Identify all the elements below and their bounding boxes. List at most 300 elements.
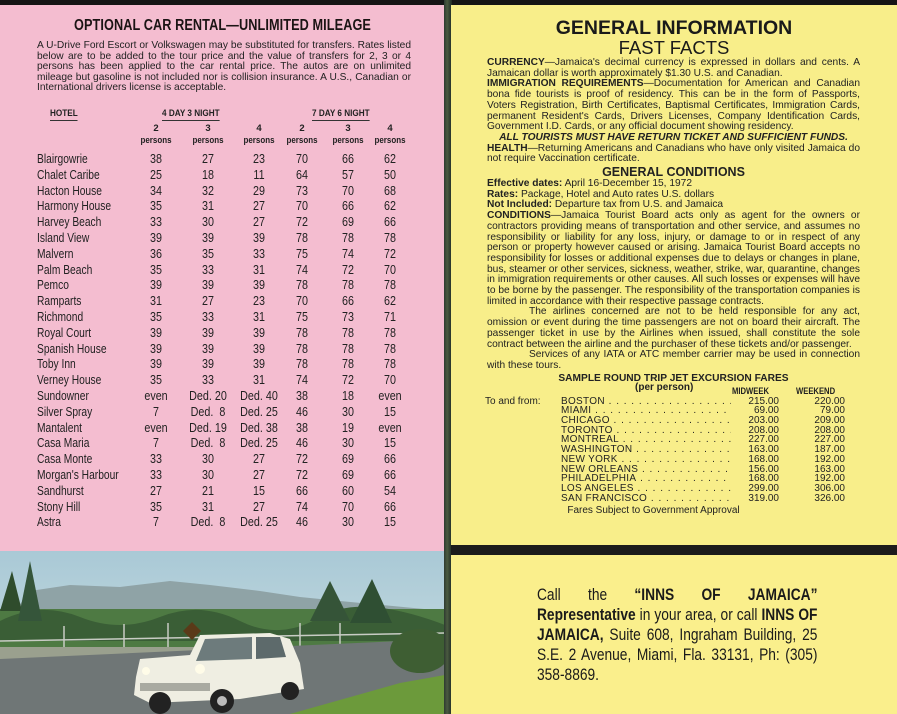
rate-cell: 35	[150, 199, 162, 214]
table-row	[0, 199, 445, 215]
seven-day-header: 7 DAY 6 NIGHT	[312, 108, 370, 119]
currency-label: CURRENCY	[487, 57, 545, 68]
rate-cell: 31	[253, 309, 265, 324]
rate-cell: 74	[296, 373, 308, 388]
rate-cell: 15	[253, 483, 265, 498]
rate-cell: 78	[342, 325, 354, 340]
rate-cell: 35	[150, 309, 162, 324]
rate-cell: 27	[150, 483, 162, 498]
rate-cell: 31	[253, 373, 265, 388]
fare-row	[487, 484, 860, 494]
rate-cell: 78	[296, 341, 308, 356]
rate-cell: 11	[253, 167, 265, 182]
fare-city: WASHINGTON . . .	[561, 445, 731, 455]
fare-midweek: 168.00	[748, 473, 779, 485]
rate-cell: 27	[202, 152, 214, 166]
rate-cell: 70	[342, 499, 354, 514]
rate-cell: 66	[342, 294, 354, 309]
rate-cell: 78	[296, 230, 308, 245]
rate-cell: 75	[296, 246, 308, 261]
rate-cell: 62	[384, 199, 396, 214]
car-photo	[0, 551, 445, 714]
hotel-name: Toby Inn	[37, 357, 76, 372]
hotel-name: Ramparts	[37, 294, 82, 309]
rate-cell: 39	[202, 325, 214, 340]
rate-cell: 39	[202, 278, 214, 293]
rate-cell: Ded. 8	[190, 515, 226, 530]
rate-cell: 39	[202, 230, 214, 245]
rate-cell: 62	[384, 152, 396, 166]
rate-cell: 70	[296, 294, 308, 309]
rate-cell: 30	[202, 467, 214, 482]
rate-cell: 38	[296, 420, 308, 435]
rate-cell: Ded. 25	[240, 404, 278, 419]
rate-cell: Ded. 25	[240, 436, 278, 451]
rate-cell: Ded. 40	[240, 388, 278, 403]
hotel-name: Silver Spray	[37, 404, 93, 419]
rate-cell: 70	[384, 262, 396, 277]
rate-cell: 36	[150, 246, 162, 261]
rate-cell: 66	[342, 152, 354, 166]
rate-cell: 66	[384, 467, 396, 482]
rate-cell: 78	[342, 357, 354, 372]
effective-text: April 16-December 15, 1972	[562, 178, 692, 190]
rate-cell: 46	[296, 404, 308, 419]
contact-bold-2: INNS OF JAMAICA,	[537, 605, 818, 644]
persons-count: 3	[345, 123, 351, 134]
rate-cell: 29	[253, 183, 265, 198]
rate-cell: 27	[202, 294, 214, 309]
left-page	[0, 5, 445, 551]
rate-cell: 35	[150, 499, 162, 514]
services-paragraph: Services of any IATA or ATC member carrier may be used in connection with these tours.	[487, 349, 860, 371]
currency-paragraph	[487, 58, 860, 79]
rate-cell: even	[144, 388, 168, 403]
immigration-paragraph	[487, 79, 860, 133]
table-row	[0, 389, 445, 405]
contact-part-2: in your area, or call	[635, 605, 762, 624]
fare-midweek: 319.00	[748, 492, 779, 504]
table-row	[0, 421, 445, 437]
table-row	[0, 278, 445, 294]
persons-label: persons	[374, 135, 406, 146]
rate-cell: 75	[296, 309, 308, 324]
rate-cell: 30	[342, 436, 354, 451]
hotel-name: Sandhurst	[37, 483, 84, 498]
rate-cell: 72	[296, 215, 308, 230]
rate-cell: 78	[384, 278, 396, 293]
rate-cell: 38	[296, 388, 308, 403]
rate-cell: 69	[342, 215, 354, 230]
contact-part-1: Call the	[537, 585, 635, 604]
rate-cell: 21	[202, 483, 214, 498]
table-row	[0, 468, 445, 484]
rate-cell: 30	[342, 515, 354, 530]
table-row	[0, 263, 445, 279]
table-row	[0, 342, 445, 358]
hotel-name: Harmony House	[37, 199, 112, 214]
rates-text: Package, Hotel and Auto rates U.S. dollars	[518, 188, 715, 200]
rate-cell: 31	[150, 294, 162, 309]
persons-label: persons	[332, 135, 364, 146]
rate-cell: 64	[296, 167, 308, 182]
fare-city: NEW YORK . . .	[561, 455, 731, 465]
effective-label: Effective dates:	[487, 178, 563, 190]
hotel-name: Verney House	[37, 373, 102, 388]
rate-cell: 33	[150, 467, 162, 482]
rate-cell: Ded. 20	[189, 388, 227, 403]
rate-cell: 33	[150, 452, 162, 467]
hotel-name: Pemco	[37, 278, 69, 293]
rate-cell: even	[378, 420, 402, 435]
rate-cell: 33	[150, 215, 162, 230]
fare-row	[487, 445, 860, 455]
not-included-label: Not Included:	[487, 199, 553, 211]
fare-weekend: 220.00	[814, 395, 845, 407]
health-label: HEALTH	[487, 142, 528, 154]
hotel-name: Royal Court	[37, 325, 92, 340]
conditions-text: —Jamaica Tourist Board acts only as agent for the owners or contractors providing means of transportation and other service, and assumes no responsibility or liability for any loss, injury, or damage to or in respect of any person or property however caused or arising. Jamaica Tourist Board accepts no responsibility for losses or additional expenses due to delays or changes in plane, bus, steamer or other services, sickness, weather, strike, war, quarantine, changes in immigration requirements or other causes. All such losses or expenses will have to be borne by the passenger. The responsibility of the transportation companies is limited in accordance with their respective passage contracts.	[487, 210, 860, 307]
rate-cell: 66	[384, 499, 396, 514]
rate-cell: Ded. 8	[190, 404, 226, 419]
rate-cell: 70	[384, 373, 396, 388]
to-and-from-label: To and from:	[485, 395, 541, 407]
rate-cell: 78	[384, 341, 396, 356]
fare-row	[487, 406, 860, 416]
immigration-label: IMMIGRATION REQUIREMENTS	[487, 78, 644, 90]
rate-cell: 70	[296, 152, 308, 166]
rate-cell: 46	[296, 436, 308, 451]
car-rental-intro: A U-Drive Ford Escort or Volkswagen may be substituted for transfers. Rates listed below are to be added to the tour price and the value of transfers for 2, 3 or 4 persons has been applied to the car rental price. The autos are on unlimited mileage but gasoline is not included nor is collision insurance. A U.S., Canadian or International drivers license is acceptable.	[37, 40, 411, 94]
fare-city: BOSTON . . .	[561, 397, 731, 407]
hotel-name: Stony Hill	[37, 499, 81, 514]
persons-column-header	[126, 123, 186, 147]
hotel-name: Chalet Caribe	[37, 167, 100, 182]
rate-cell: 39	[253, 325, 265, 340]
fare-city: PHILADELPHIA . . .	[561, 474, 731, 484]
airlines-paragraph: The airlines concerned are not to be held responsible for any act, omission or event during the time passengers are not on board their aircraft. The passenger ticket in use by the Airlines when issued, shall constitute the sole contract between the airline and the purchaser of these tickets and/or passenger.	[487, 306, 860, 350]
health-text: —Returning Americans and Canadians who have only visited Jamaica do not require Vaccination certificate.	[487, 142, 860, 165]
rate-cell: 70	[342, 183, 354, 198]
rate-cell: 15	[384, 404, 396, 419]
rate-cell: 31	[253, 262, 265, 277]
rate-cell: 18	[342, 388, 354, 403]
rate-cell: 15	[384, 515, 396, 530]
rate-cell: Ded. 8	[190, 436, 226, 451]
table-row	[0, 215, 445, 231]
contact-text	[537, 585, 817, 685]
persons-count: 4	[387, 123, 393, 134]
rate-cell: 39	[253, 341, 265, 356]
fare-midweek: 215.00	[748, 395, 779, 407]
rate-cell: 74	[296, 499, 308, 514]
fare-midweek: 156.00	[748, 463, 779, 475]
fare-weekend: 209.00	[814, 415, 845, 427]
rate-cell: 39	[150, 278, 162, 293]
persons-label: persons	[286, 135, 318, 146]
four-day-header: 4 DAY 3 NIGHT	[162, 108, 220, 119]
rate-cell: 60	[342, 483, 354, 498]
rate-cell: 34	[150, 183, 162, 198]
rate-cell: 39	[202, 341, 214, 356]
rate-cell: 25	[150, 167, 162, 182]
rate-cell: 33	[253, 246, 265, 261]
fare-weekend: 163.00	[814, 463, 845, 475]
fare-midweek: 299.00	[748, 482, 779, 494]
persons-count: 4	[256, 123, 262, 134]
table-row	[0, 310, 445, 326]
rate-cell: even	[378, 388, 402, 403]
midweek-header: MIDWEEK	[732, 385, 769, 396]
fare-weekend: 79.00	[819, 405, 845, 417]
rate-cell: 46	[296, 515, 308, 530]
hotel-name: Mantalent	[37, 420, 83, 435]
rate-cell: 32	[202, 183, 214, 198]
rate-cell: 35	[150, 373, 162, 388]
table-row	[0, 294, 445, 310]
general-conditions-title: GENERAL CONDITIONS	[602, 165, 745, 180]
conditions-label: CONDITIONS	[487, 210, 551, 222]
table-row	[0, 152, 445, 168]
hotel-name: Island View	[37, 230, 90, 245]
fast-facts-body	[487, 58, 860, 517]
hotel-name: Blairgowrie	[37, 152, 88, 166]
rate-cell: 74	[342, 246, 354, 261]
fares-title: SAMPLE ROUND TRIP JET EXCURSION FARES	[558, 372, 789, 384]
fare-midweek: 69.00	[753, 405, 779, 417]
persons-count: 3	[205, 123, 211, 134]
table-row	[0, 484, 445, 500]
rate-cell: 23	[253, 152, 265, 166]
rate-cell: 33	[202, 309, 214, 324]
fare-city: MONTREAL . . .	[561, 435, 731, 445]
rate-cell: 39	[150, 325, 162, 340]
persons-column-header	[360, 123, 420, 147]
fare-weekend: 326.00	[814, 492, 845, 504]
table-row	[0, 405, 445, 421]
rate-cell: even	[144, 420, 168, 435]
contact-bold-1: “INNS OF JAMAICA” Representative	[537, 585, 818, 624]
rate-cell: 78	[384, 357, 396, 372]
rate-cell: 15	[384, 436, 396, 451]
divider-bar	[451, 545, 897, 555]
rate-cell: 78	[296, 325, 308, 340]
fare-midweek: 227.00	[748, 434, 779, 446]
fare-row	[487, 494, 860, 504]
rate-cell: 7	[153, 404, 159, 419]
rate-cell: 19	[342, 420, 354, 435]
rate-cell: 30	[202, 452, 214, 467]
fares-note: Fares Subject to Government Approval	[567, 505, 740, 517]
fare-weekend: 208.00	[814, 424, 845, 436]
weekend-header: WEEKEND	[796, 385, 836, 396]
rate-cell: 54	[384, 483, 396, 498]
hotel-name: Palm Beach	[37, 262, 93, 277]
rate-cell: 27	[253, 215, 265, 230]
hotel-header: HOTEL	[50, 108, 78, 119]
hotel-name: Richmond	[37, 309, 84, 324]
fare-city: LOS ANGELES . . .	[561, 484, 731, 494]
rate-cell: 66	[342, 199, 354, 214]
fares-table	[487, 397, 860, 504]
rate-cell: 78	[342, 230, 354, 245]
ford-anglia-road-photo	[0, 551, 445, 714]
table-row	[0, 357, 445, 373]
rate-cell: 30	[342, 404, 354, 419]
rate-cell: 78	[384, 230, 396, 245]
rate-cell: 66	[384, 452, 396, 467]
rate-cell: 39	[253, 230, 265, 245]
rate-cell: 39	[253, 278, 265, 293]
rate-cell: 50	[384, 167, 396, 182]
rate-cell: 27	[253, 499, 265, 514]
table-row	[0, 326, 445, 342]
rate-cell: Ded. 25	[240, 515, 278, 530]
rate-cell: 72	[342, 373, 354, 388]
rate-cell: 72	[296, 452, 308, 467]
rate-cell: 72	[384, 246, 396, 261]
rate-cell: 39	[150, 357, 162, 372]
rate-cell: 69	[342, 452, 354, 467]
table-row	[0, 231, 445, 247]
hotel-name: Casa Monte	[37, 452, 93, 467]
fast-facts-subtitle: FAST FACTS	[618, 37, 730, 58]
fare-city: NEW ORLEANS . . .	[561, 465, 731, 475]
rate-cell: 7	[153, 436, 159, 451]
rate-cell: 35	[150, 262, 162, 277]
hotel-name: Spanish House	[37, 341, 107, 356]
persons-count: 2	[299, 123, 305, 134]
rates-table-header	[0, 106, 445, 152]
rate-cell: 27	[253, 199, 265, 214]
fare-row	[487, 435, 860, 445]
rate-cell: 78	[384, 325, 396, 340]
hotel-name: Hacton House	[37, 183, 102, 198]
fare-weekend: 187.00	[814, 444, 845, 456]
table-row	[0, 168, 445, 184]
health-paragraph	[487, 144, 860, 165]
table-row	[0, 184, 445, 200]
not-included-text: Departure tax from U.S. and Jamaica	[552, 199, 724, 211]
rate-cell: 38	[150, 152, 162, 166]
table-row	[0, 452, 445, 468]
table-row	[0, 247, 445, 263]
rate-cell: 73	[342, 309, 354, 324]
rate-cell: 66	[384, 215, 396, 230]
rate-cell: 31	[202, 499, 214, 514]
fares-subheader	[487, 381, 860, 396]
rate-cell: 68	[384, 183, 396, 198]
rate-cell: 23	[253, 294, 265, 309]
rate-cell: 57	[342, 167, 354, 182]
rate-cell: 78	[296, 278, 308, 293]
rate-cell: 71	[384, 309, 396, 324]
fare-midweek: 168.00	[748, 453, 779, 465]
rate-cell: 31	[202, 199, 214, 214]
rate-cell: 72	[342, 262, 354, 277]
fare-weekend: 227.00	[814, 434, 845, 446]
fare-row	[487, 416, 860, 426]
rate-cell: 78	[296, 357, 308, 372]
rate-cell: Ded. 19	[189, 420, 227, 435]
persons-count: 2	[153, 123, 159, 134]
rate-cell: 39	[150, 341, 162, 356]
rate-cell: 27	[253, 467, 265, 482]
rate-cell: 62	[384, 294, 396, 309]
fare-city: SAN FRANCISCO . . .	[561, 494, 731, 504]
fare-weekend: 192.00	[814, 453, 845, 465]
hotel-name: Sundowner	[37, 388, 89, 403]
table-row	[0, 515, 445, 531]
fare-row	[487, 426, 860, 436]
rate-cell: 18	[202, 167, 214, 182]
fare-row	[487, 465, 860, 475]
hotel-name: Astra	[37, 515, 61, 530]
hotel-name: Casa Maria	[37, 436, 90, 451]
rate-cell: Ded. 38	[240, 420, 278, 435]
rate-cell: 39	[202, 357, 214, 372]
hotel-name: Malvern	[37, 246, 74, 261]
rate-cell: 7	[153, 515, 159, 530]
fare-city: MIAMI . . .	[561, 406, 731, 416]
contact-panel	[451, 555, 897, 714]
per-person-label: (per person)	[635, 381, 694, 393]
rates-table-body	[0, 152, 445, 531]
fare-row	[487, 397, 860, 407]
rate-cell: 39	[253, 357, 265, 372]
fare-row	[487, 474, 860, 484]
persons-label: persons	[192, 135, 224, 146]
rate-cell: 74	[296, 262, 308, 277]
persons-label: persons	[243, 135, 275, 146]
fare-midweek: 208.00	[748, 424, 779, 436]
rate-cell: 78	[342, 278, 354, 293]
rate-cell: 70	[296, 199, 308, 214]
contact-part-3: Suite 608, Ingraham Building, 25 S.E. 2 Avenue, Miami, Fla. 33131, Ph: (305) 358-8869.	[537, 625, 818, 684]
persons-label: persons	[140, 135, 172, 146]
rate-cell: 33	[202, 373, 214, 388]
tourists-notice: ALL TOURISTS MUST HAVE RETURN TICKET AND SUFFICIENT FUNDS.	[499, 131, 848, 143]
fare-city: TORONTO . . .	[561, 426, 731, 436]
rate-cell: 35	[202, 246, 214, 261]
table-row	[0, 436, 445, 452]
rate-cell: 72	[296, 467, 308, 482]
immigration-text: —Documentation for American and Canadian bona fide tourists is proof of residency. This can be in the form of Passports, Voters Registration, Birth Certificates, Baptismal Certificates, Immigration Cards, permanent Resident's Cards, Drivers Licenses, Company Identification Cards, Government I.D. Cards, or any official document showing residency.	[487, 78, 860, 133]
rate-cell: 30	[202, 215, 214, 230]
conditions-paragraph	[487, 211, 860, 307]
fare-midweek: 163.00	[748, 444, 779, 456]
hotel-name: Harvey Beach	[37, 215, 102, 230]
rate-cell: 66	[296, 483, 308, 498]
rate-cell: 27	[253, 452, 265, 467]
currency-text: —Jamaica's decimal currency is expressed in dollars and cents. A Jamaican dollar is worth approximately $1.30 U.S. and Canadian.	[487, 57, 860, 79]
hotel-name: Morgan's Harbour	[37, 467, 119, 482]
right-page	[451, 5, 897, 545]
general-information-title: GENERAL INFORMATION	[555, 17, 793, 39]
fare-weekend: 306.00	[814, 482, 845, 494]
fare-weekend: 192.00	[814, 473, 845, 485]
rate-cell: 69	[342, 467, 354, 482]
rate-cell: 78	[342, 341, 354, 356]
fare-row	[487, 455, 860, 465]
rate-cell: 73	[296, 183, 308, 198]
fare-midweek: 203.00	[748, 415, 779, 427]
table-row	[0, 500, 445, 516]
fare-city: CHICAGO . . .	[561, 416, 731, 426]
rates-label: Rates:	[487, 188, 519, 200]
rate-cell: 33	[202, 262, 214, 277]
rate-cell: 39	[150, 230, 162, 245]
